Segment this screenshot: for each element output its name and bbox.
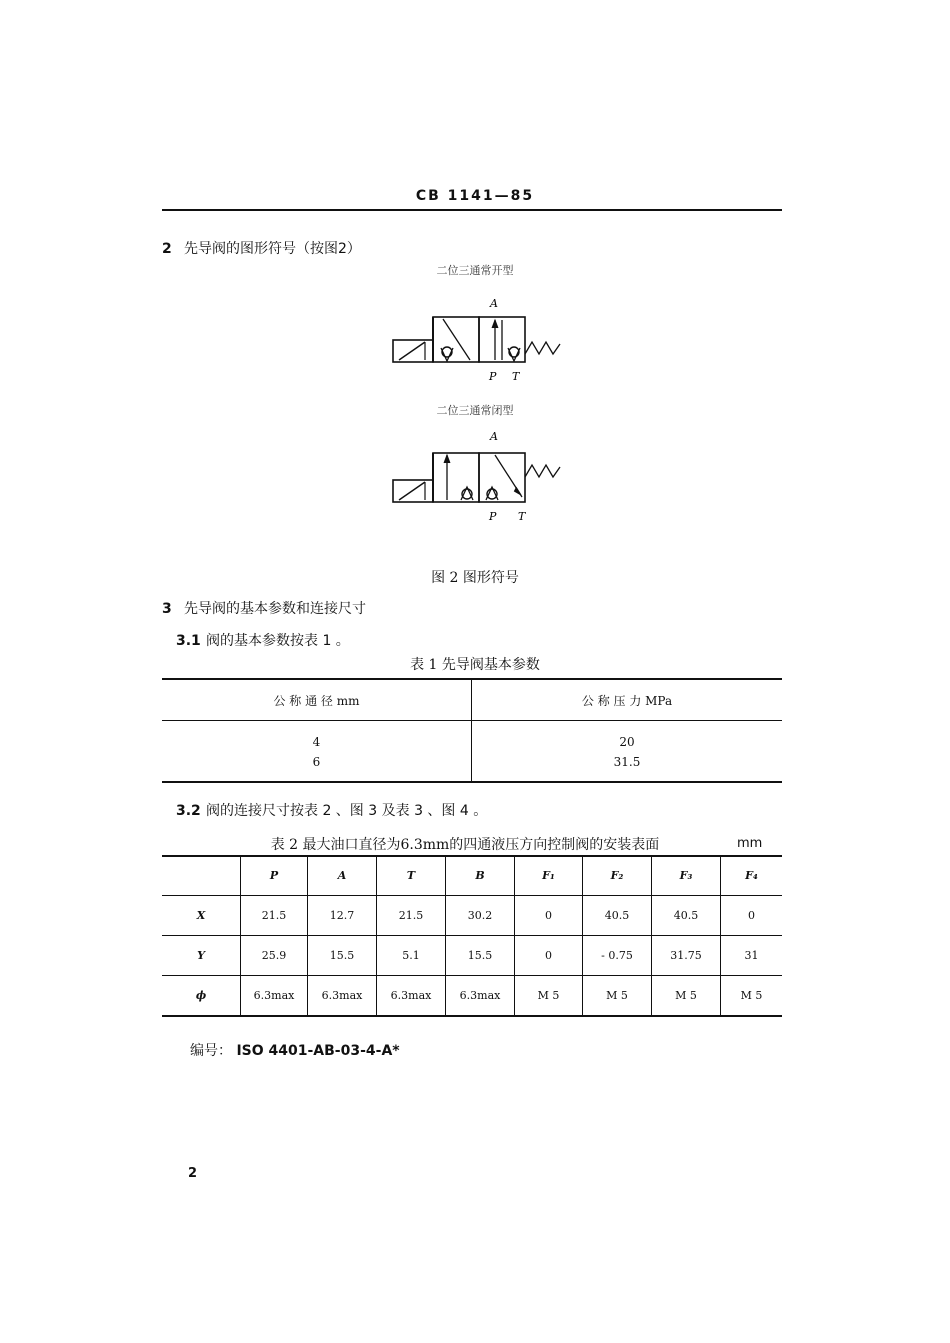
table-1-pressure-cell: 20 — [472, 721, 783, 753]
table-2-row-label: ϕ — [162, 976, 241, 1017]
table-row — [162, 936, 782, 976]
table-2-cell: 6.3max — [446, 976, 515, 1017]
standard-code-header: CB 1141—85 — [415, 188, 535, 204]
table-2-header-cell: F₁ — [515, 856, 583, 896]
section-3-2 — [176, 800, 487, 820]
table-2-cell: 21.5 — [241, 896, 308, 936]
table-1-diameter-cell: 4 — [312, 735, 321, 749]
table-1 — [162, 678, 782, 783]
table-2-cell: 0 — [515, 936, 583, 976]
table-2-cell: 15.5 — [446, 936, 515, 976]
table-1-caption: 表 1 先导阀基本参数 — [410, 657, 540, 673]
table-row — [162, 976, 782, 1017]
table-2-cell: 6.3max — [377, 976, 446, 1017]
table-2-header-cell: F₄ — [721, 856, 783, 896]
table-2-cell: 31.75 — [652, 936, 721, 976]
table-2-header-cell: T — [377, 856, 446, 896]
symbol-open-port-a: A — [490, 297, 498, 310]
section-3-1 — [176, 630, 350, 650]
symbol-closed-port-a: A — [490, 430, 498, 443]
table-2-cell: 15.5 — [308, 936, 377, 976]
table-row — [162, 721, 782, 753]
table-2-cell: M 5 — [583, 976, 652, 1017]
table-2-cell: 6.3max — [308, 976, 377, 1017]
table-2-cell: 30.2 — [446, 896, 515, 936]
valve-symbol-normally-open — [385, 292, 575, 387]
iso-code-line — [190, 1040, 400, 1060]
section-2-number: 2 — [162, 241, 172, 257]
table-2-cell: 0 — [515, 896, 583, 936]
table-2-cell: 40.5 — [583, 896, 652, 936]
table-2-cell: M 5 — [515, 976, 583, 1017]
section-3-1-text: 阀的基本参数按表 1 。 — [206, 633, 350, 649]
page-number: 2 — [188, 1166, 198, 1181]
symbol-open-port-t: T — [512, 370, 520, 383]
table-2-cell: 12.7 — [308, 896, 377, 936]
table-2-cell: - 0.75 — [583, 936, 652, 976]
table-2-cell: 31 — [721, 936, 783, 976]
section-3-2-number: 3.2 — [176, 803, 201, 819]
table-2-cell: M 5 — [652, 976, 721, 1017]
symbol-open-port-p: P — [489, 370, 497, 383]
symbol-open-caption: 二位三通常开型 — [436, 264, 514, 277]
table-2-cell: 0 — [721, 896, 783, 936]
table-1-pressure-cell: 31.5 — [472, 752, 783, 782]
table-2-caption: 表 2 最大油口直径为6.3mm的四通液压方向控制阀的安装表面 — [270, 837, 660, 853]
figure-2-caption: 图 2 图形符号 — [431, 570, 519, 586]
table-2 — [162, 856, 782, 1017]
header-rule — [162, 209, 782, 211]
section-3-2-text: 阀的连接尺寸按表 2 、图 3 及表 3 、图 4 。 — [206, 803, 488, 819]
table-2-header-cell: A — [308, 856, 377, 896]
table-2-header-cell: B — [446, 856, 515, 896]
table-2-unit: mm — [737, 836, 763, 851]
table-2-header-cell: F₃ — [652, 856, 721, 896]
iso-code-value: ISO 4401-AB-03-4-A* — [236, 1043, 400, 1059]
table-1-diameter-cell: 6 — [162, 752, 472, 782]
symbol-closed-caption: 二位三通常闭型 — [436, 404, 514, 417]
section-3-number: 3 — [162, 601, 172, 617]
table-1-header-row — [162, 679, 782, 721]
table-2-cell: 6.3max — [241, 976, 308, 1017]
table-1-header-pressure: 公 称 压 力 MPa — [472, 679, 783, 721]
section-3-1-number: 3.1 — [176, 633, 201, 649]
table-2-row-label: X — [162, 896, 241, 936]
symbol-closed-port-t: T — [518, 510, 526, 523]
table-2-cell: 40.5 — [652, 896, 721, 936]
table-2-cell: 5.1 — [377, 936, 446, 976]
section-3-title: 先导阀的基本参数和连接尺寸 — [184, 601, 366, 617]
table-2-cell: 21.5 — [377, 896, 446, 936]
section-2-title: 先导阀的图形符号（按图2） — [184, 241, 361, 257]
symbol-closed-port-p: P — [489, 510, 497, 523]
iso-code-label: 编号： — [190, 1043, 232, 1059]
table-2-cell: M 5 — [721, 976, 783, 1017]
section-2-heading — [162, 238, 361, 258]
table-2-cell: 25.9 — [241, 936, 308, 976]
table-2-header-cell: F₂ — [583, 856, 652, 896]
table-2-row-label: Y — [162, 936, 241, 976]
table-2-corner-cell — [162, 856, 241, 896]
section-3-heading — [162, 598, 366, 618]
table-row — [162, 896, 782, 936]
table-2-header-cell: P — [241, 856, 308, 896]
table-2-header-row — [162, 856, 782, 896]
valve-symbol-normally-closed — [385, 425, 575, 525]
table-row — [162, 752, 782, 782]
table-1-header-diameter: 公 称 通 径 mm — [162, 679, 472, 721]
